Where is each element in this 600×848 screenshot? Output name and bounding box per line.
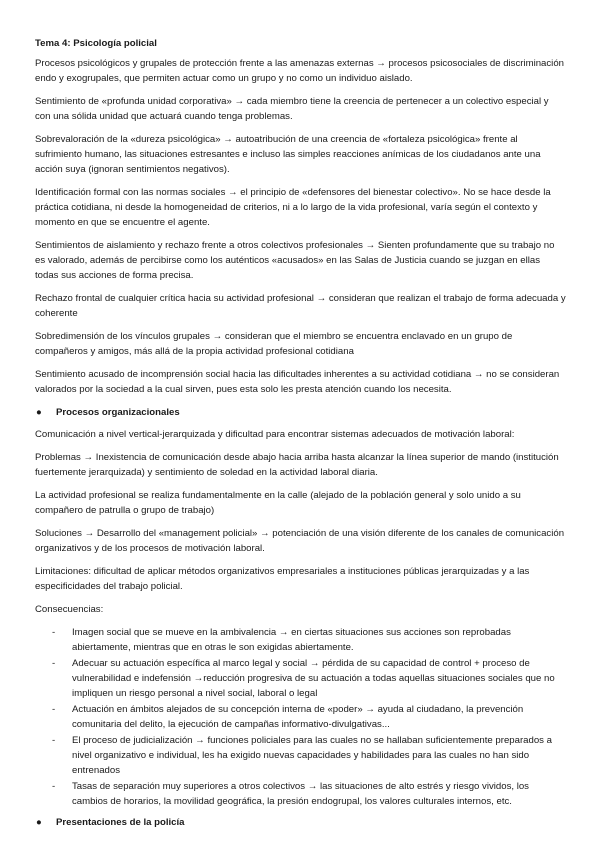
document-title: Tema 4: Psicología policial [35,38,157,49]
paragraph: Sentimientos de aislamiento y rechazo frente a otros colectivos profesionales → Sienten profundamente que su trabajo no es valorado, además de percibirse como los auténticos «acusados» en las Salas de Justicia cuando se juzgan en ellas todas sus acciones de forma precisa. [35,240,555,281]
list-item-text: Actuación en ámbitos alejados de su concepción interna de «poder» → ayuda al ciudadano, la prevención comunitaria del delito, la ejecución de campañas informativo-divulgativas... [72,704,524,730]
list-item-text: Adecuar su actuación específica al marco legal y social → pérdida de su capacidad de control + proceso de vulnerabilidad e indefensión →reducción progresiva de su actuación a todas aquellas situaciones sociales que no impliquen un riesgo personal a nivel social, laboral o legal [72,658,555,699]
bullet-dot-icon: ● [36,817,42,828]
list-item [35,656,566,701]
list-item-text: El proceso de judicialización → funciones policiales para las cuales no se hallaban suficientemente preparados a nivel organizativo e individual, les ha exigido nuevas capacidades y habilidades para las cuales no han sido entrenados [72,735,552,776]
consequences-list [35,625,566,809]
paragraph: Comunicación a nivel vertical-jerarquizada y dificultad para encontrar sistemas adecuados de motivación laboral: [35,429,515,440]
dash-marker: - [52,781,56,792]
list-item-text: Tasas de separación muy superiores a otros colectivos → las situaciones de alto estrés y riesgo vividos, los cambios de horarios, la movilidad geográfica, la presión endogrupal, los valores culturales internos, etc. [72,781,529,807]
section-organizational-processes [35,427,566,617]
bullet-heading-label: Presentaciones de la policía [56,817,185,828]
bullet-heading-organizational [35,405,566,420]
paragraph: Sentimiento de «profunda unidad corporativa» → cada miembro tiene la creencia de pertenecer a un colectivo especial y con una sólida unidad que actuará cuando tenga problemas. [35,96,549,122]
paragraph: La actividad profesional se realiza fundamentalmente en la calle (alejado de la población general y solo unido a su compañero de patrulla o grupo de trabajo) [35,490,521,516]
paragraph: Limitaciones: dificultad de aplicar métodos organizativos empresariales a instituciones públicas jerarquizadas y a las especificidades del trabajo policial. [35,566,530,592]
dash-marker: - [52,627,56,638]
paragraph: Procesos psicológicos y grupales de protección frente a las amenazas externas → procesos psicosociales de discriminación endo y exogrupales, que permiten actuar como un grupo y no como un individuo aislado. [35,58,564,84]
paragraph: Sobrevaloración de la «dureza psicológica» → autoatribución de una creencia de «fortaleza psicológica» frente al sufrimiento humano, las situaciones estresantes e incluso las simples reacciones anímicas de los ciudadanos ante una acción suya (ignoran sentimientos negativos). [35,134,541,175]
list-item [35,702,566,732]
paragraph: Sobredimensión de los vínculos grupales → consideran que el miembro se encuentra enclavado en un grupo de compañeros y amigos, más allá de la propia actividad profesional cotidiana [35,331,513,357]
section-psychological-processes [35,56,566,397]
dash-marker: - [52,658,56,669]
list-item-text: Imagen social que se mueve en la ambivalencia → en ciertas situaciones sus acciones son reprobadas abiertamente, mientras que en otras le son exigidas abiertamente. [72,627,511,653]
bullet-dot-icon: ● [36,407,42,418]
list-item [35,625,566,655]
paragraph: Sentimiento acusado de incomprensión social hacia las dificultades inherentes a su actividad cotidiana → no se consideran valorados por la sociedad a la cual sirven, pues esta solo les presta atención cuando los necesita. [35,369,560,395]
paragraph: Consecuencias: [35,604,104,615]
paragraph: Rechazo frontal de cualquier crítica hacia su actividad profesional → consideran que realizan el trabajo de forma adecuada y coherente [35,293,566,319]
bullet-heading-label: Procesos organizacionales [56,407,180,418]
list-item [35,779,566,809]
paragraph: Identificación formal con las normas sociales → el principio de «defensores del bienestar colectivo». No se hace desde la práctica cotidiana, ni desde la homogeneidad de criterios, ni a lo largo de la vida profesional, varía según el contexto y momento en que se encuentre el agente. [35,187,551,228]
dash-marker: - [52,735,56,746]
paragraph: Soluciones → Desarrollo del «management policial» → potenciación de una visión diferente de los canales de comunicación organizativos y de los procesos de motivación laboral. [35,528,565,554]
dash-marker: - [52,704,56,715]
paragraph: Problemas → Inexistencia de comunicación desde abajo hacia arriba hasta alcanzar la línea superior de mando (institución fuertemente jerarquizada) y sentimiento de soledad en la actividad laboral diaria. [35,452,559,478]
list-item [35,733,566,778]
bullet-heading-presentations [35,815,566,830]
